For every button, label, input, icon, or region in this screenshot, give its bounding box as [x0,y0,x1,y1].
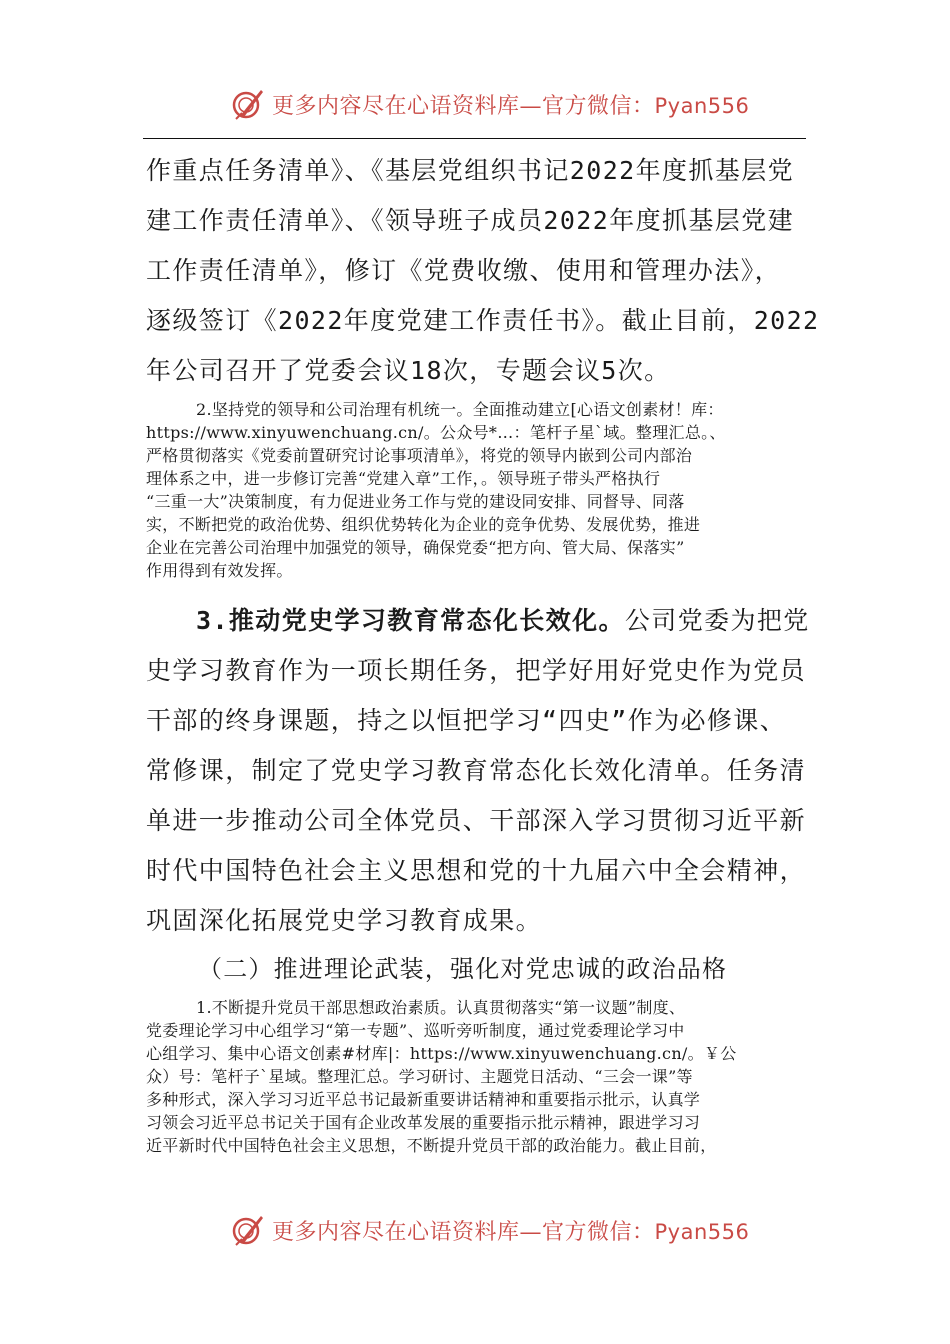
header-divider [143,138,806,139]
header-banner [230,84,750,124]
paragraph-2-line: 实，不断把党的政治优势、组织优势转化为企业的竞争优势、发展优势，推进 [146,515,701,534]
paragraph-4-line: 党委理论学习中心组学习“第一专题”、巡听旁听制度，通过党委理论学习中 [146,1021,685,1040]
paragraph-1 [146,146,820,396]
paragraph-4-line: 众）号：笔杆子`星域。整理汇总。学习研讨、主题党日活动、“三会一课”等 [146,1067,693,1086]
paragraph-1-line: 建工作责任清单》、《领导班子成员2022年度抓基层党建 [146,206,795,235]
quill-seal-icon [230,86,266,122]
paragraph-3-lead-rest: 公司党委为把党 [624,606,810,635]
paragraph-4-line: 多种形式，深入学习习近平总书记最新重要讲话精神和重要指示批示，认真学 [146,1090,701,1109]
paragraph-1-line: 年公司召开了党委会议18次，专题会议5次。 [146,356,671,385]
paragraph-4-line: 心组学习、集中心语文创素#材库|：https://www.xinyuwenchuang.cn/。￥公 [146,1044,737,1063]
section-heading: （二）推进理论武装，强化对党忠诚的政治品格 [198,955,728,983]
paragraph-3-first-line [146,596,810,646]
paragraph-3-line: 单进一步推动公司全体党员、干部深入学习贯彻习近平新 [146,806,807,835]
paragraph-2-line: 2.坚持党的领导和公司治理有机统一。全面推动建立[心语文创素材！库： [196,400,724,419]
paragraph-4-line: 习领会习近平总书记关于国有企业改革发展的重要指示批示精神，跟进学习习 [146,1113,701,1132]
paragraph-3-line: 干部的终身课题，持之以恒把学习“四史”作为必修课、 [146,706,787,735]
footer-banner [230,1210,750,1250]
paragraph-1-line: 作重点任务清单》、《基层党组织书记2022年度抓基层党 [146,156,795,185]
footer-wechat-handle: Pyan556 [654,1219,750,1244]
paragraph-3-line: 时代中国特色社会主义思想和党的十九届六中全会精神， [146,856,807,885]
paragraph-2 [146,398,806,582]
paragraph-3-bold-lead: 3.推动党史学习教育常态化长效化。 [196,606,625,635]
paragraph-4-line: 近平新时代中国特色社会主义思想，不断提升党员干部的政治能力。截止目前， [146,1136,717,1155]
paragraph-2-line: 理体系之中，进一步修订完善“党建入章”工作，。领导班子带头严格执行 [146,469,661,488]
header-wechat-handle: Pyan556 [654,93,750,118]
paragraph-4 [146,996,806,1157]
paragraph-2-line: https://www.xinyuwenchuang.cn/。公众号*…：笔杆子星`域。整理汇总。、 [146,423,726,442]
header-slogan: 更多内容尽在心语资料库—官方微信：Pyan556 [272,93,750,119]
paragraph-3-line: 史学习教育作为一项长期任务，把学好用好党史作为党员 [146,656,807,685]
footer-slogan: 更多内容尽在心语资料库—官方微信：Pyan556 [272,1219,750,1245]
paragraph-2-line: “三重一大”决策制度，有力促进业务工作与党的建设同安排、同督导、同落 [146,492,685,511]
paragraph-3-line: 常修课，制定了党史学习教育常态化长效化清单。任务清 [146,756,807,785]
paragraph-1-line: 逐级签订《2022年度党建工作责任书》。截止目前，2022 [146,306,820,335]
paragraph-2-line: 企业在完善公司治理中加强党的领导，确保党委“把方向、管大局、保落实” [146,538,685,557]
paragraph-3 [146,596,810,946]
paragraph-4-line: 1.不断提升党员干部思想政治素质。认真贯彻落实“第一议题”制度、 [196,998,686,1017]
paragraph-2-line: 严格贯彻落实《党委前置研究讨论事项清单》，将党的领导内嵌到公司内部治 [146,446,693,465]
paragraph-2-line: 作用得到有效发挥。 [146,561,293,580]
paragraph-3-line: 巩固深化拓展党史学习教育成果。 [146,906,543,935]
quill-seal-icon [230,1212,266,1248]
paragraph-1-line: 工作责任清单》，修订《党费收缴、使用和管理办法》， [146,256,782,285]
